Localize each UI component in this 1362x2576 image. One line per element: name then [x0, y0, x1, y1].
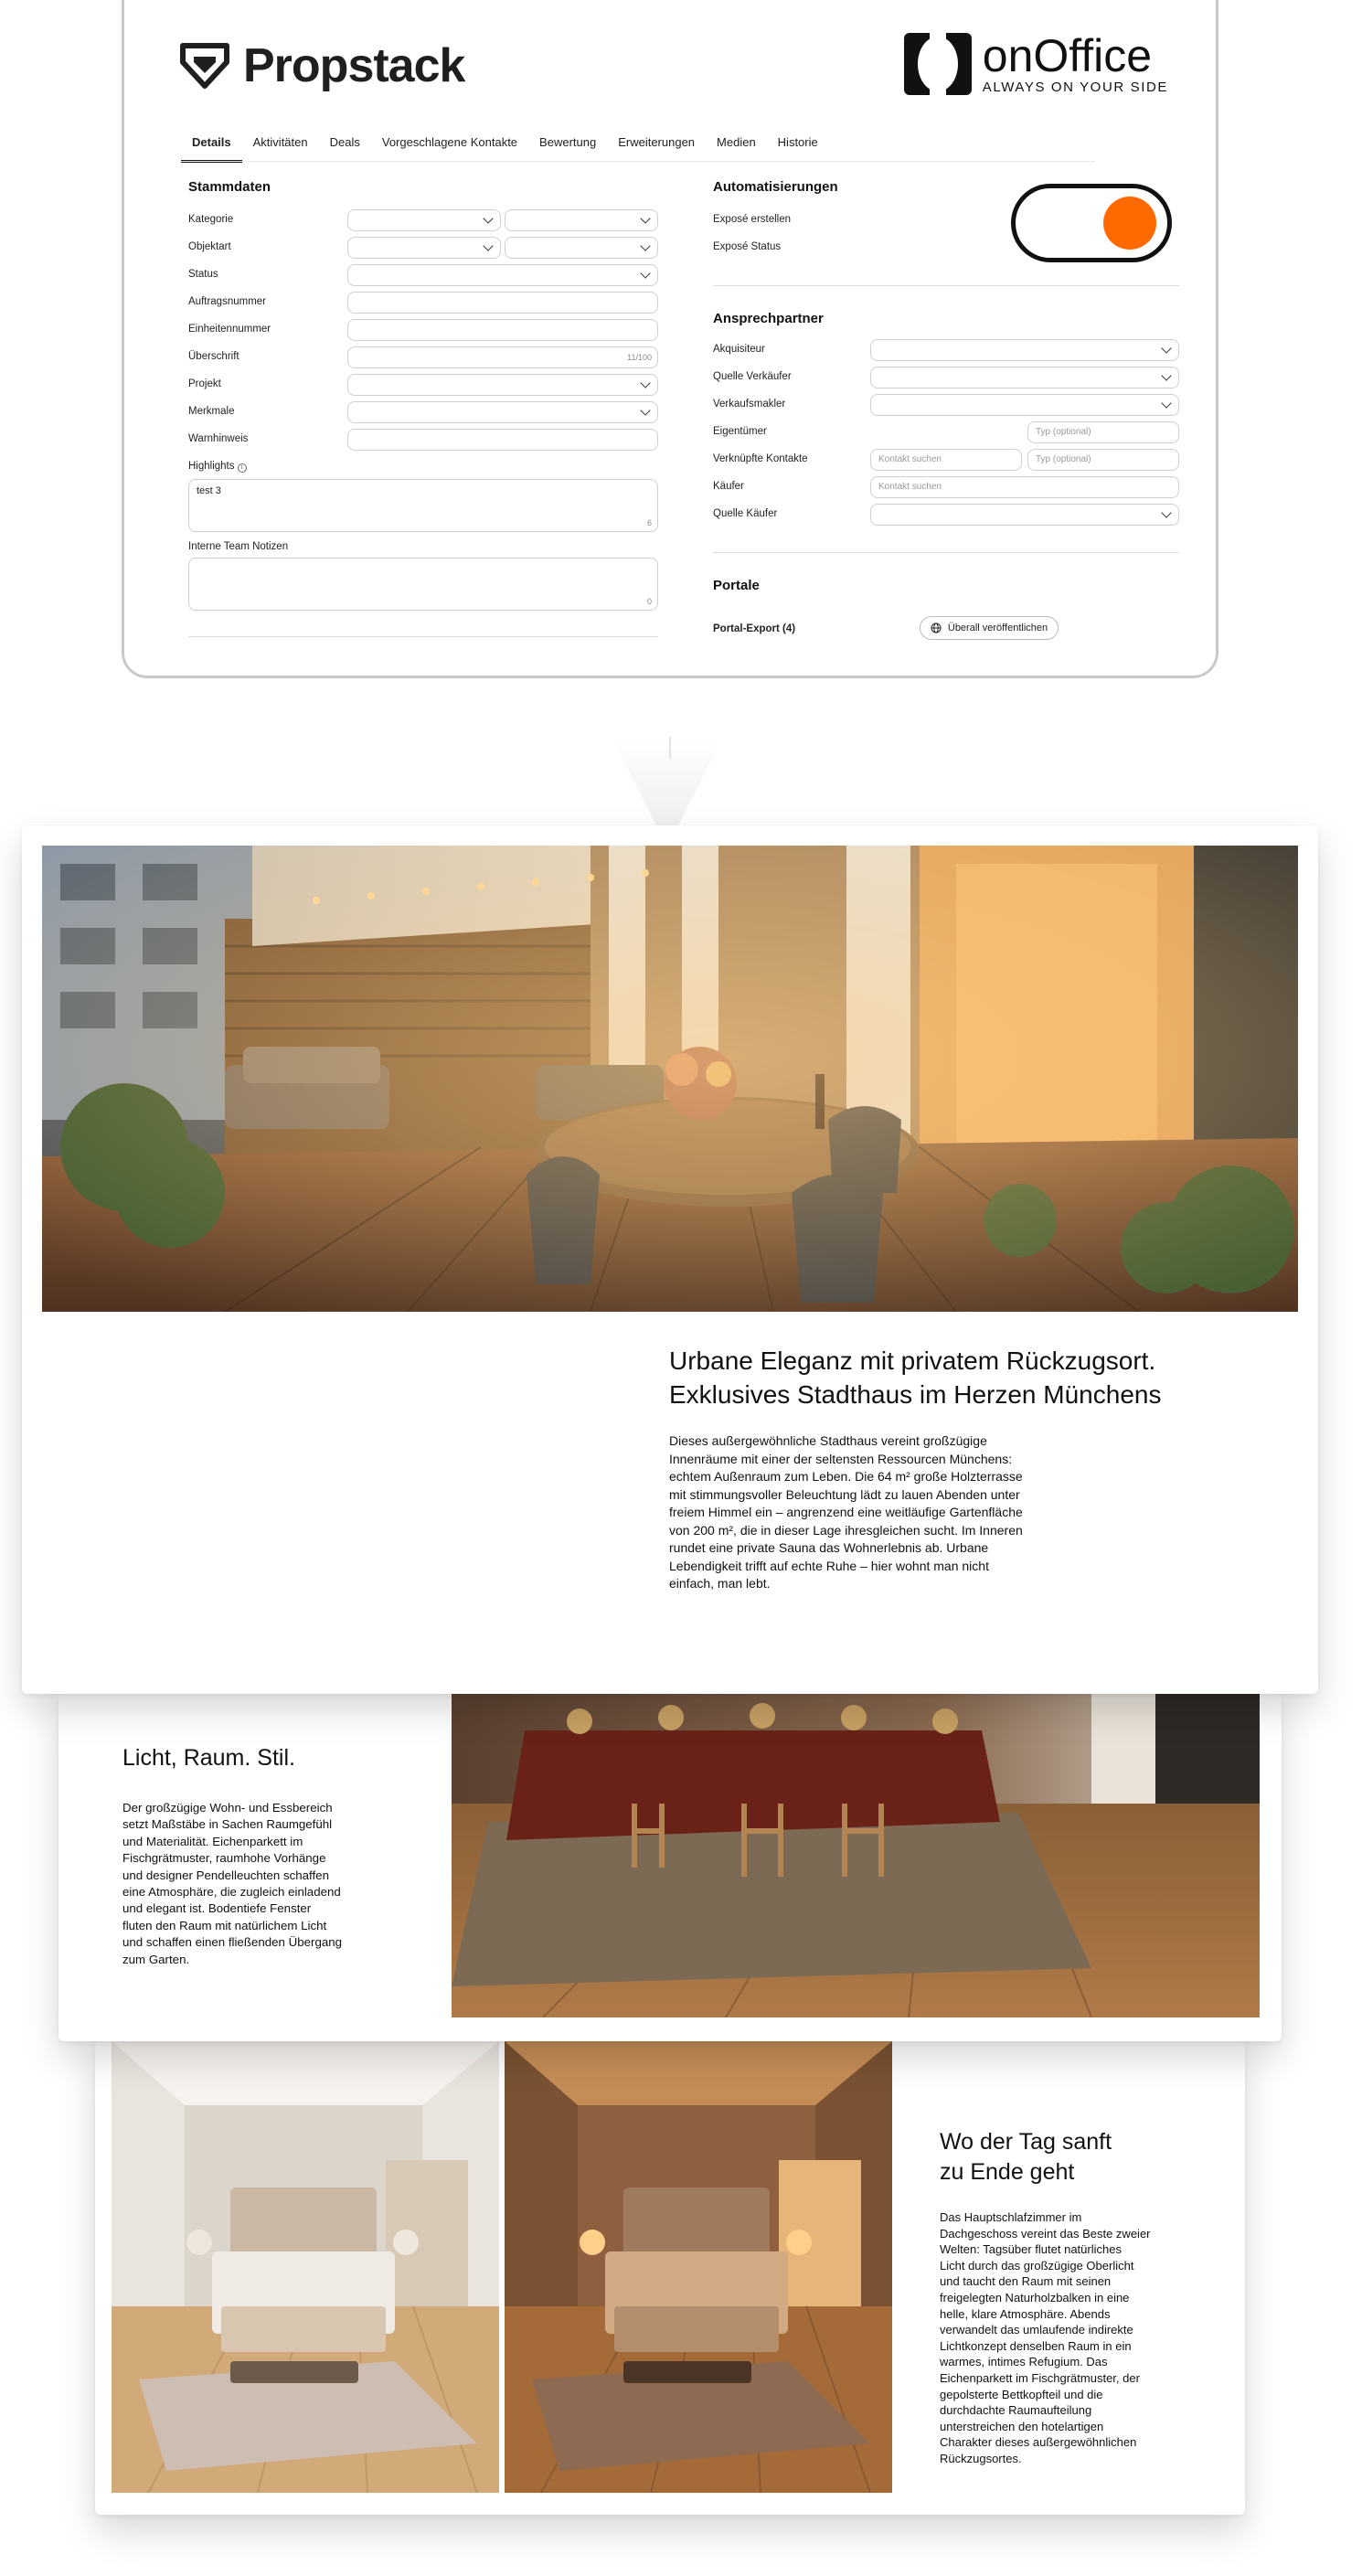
field-label-quelle-kaeufer: Quelle Käufer [713, 508, 778, 519]
chevron-down-icon [1161, 343, 1171, 353]
text-line: Charakter dieses außergewöhnlichen [940, 2435, 1137, 2450]
verkaufsmakler-select[interactable] [870, 394, 1179, 416]
detail-tabs [181, 132, 829, 163]
onoffice-wordmark: onOffice [982, 29, 1153, 81]
headline-line: Exklusives Stadthaus im Herzen Münchens [669, 1380, 1162, 1409]
tab-historie[interactable]: Historie [777, 135, 818, 149]
info-icon: i [238, 463, 247, 473]
text-line: unterstreichen den hotelartigen [940, 2419, 1104, 2433]
publish-everywhere-button[interactable] [920, 616, 1059, 640]
text-line: und designer Pendelleuchten schaffen [122, 1868, 329, 1882]
onoffice-emblem-icon [902, 31, 974, 97]
text-line: warmes, intimes Refugium. Das [940, 2355, 1108, 2369]
field-label-kaeufer: Käufer [713, 481, 744, 492]
warnhinweis-input[interactable] [347, 429, 658, 451]
text-line: und Materialität. Eichenparkett im [122, 1834, 303, 1848]
text-line: rundet eine private Sauna das Wohnerlebnis ab. Urbane [669, 1540, 989, 1555]
text-line: Licht durch das großzügige Oberlicht [940, 2258, 1134, 2273]
chevron-down-icon [640, 268, 650, 278]
quelle-verkaeufer-select[interactable] [870, 367, 1179, 389]
objektart-select-2[interactable] [505, 237, 658, 259]
text-line: und taucht den Raum mit seinen [940, 2274, 1112, 2289]
text-line: freigelegten Naturholzbalken in eine [940, 2290, 1130, 2305]
tabs-divider [181, 161, 1095, 162]
flow-connector-line [669, 737, 671, 759]
text-line: Eichenparkett im Fischgrätmuster, der [940, 2370, 1140, 2385]
text-line: mit stimmungsvoller Beleuchtung lädt zu lauen Abenden unter [669, 1486, 1020, 1502]
quelle-kaeufer-select[interactable] [870, 504, 1179, 526]
expose-erstellen-label: Exposé erstellen [713, 214, 792, 225]
field-label-merkmale: Merkmale [188, 406, 235, 417]
highlights-textarea[interactable] [188, 479, 658, 532]
chevron-down-icon [1161, 507, 1171, 517]
publish-button-label: Überall veröffentlichen [947, 623, 1048, 633]
tab-deals[interactable]: Deals [329, 135, 360, 149]
merkmale-select[interactable] [347, 401, 658, 423]
field-label-warnhinweis: Warnhinweis [188, 433, 249, 444]
terrace-photo [42, 846, 1298, 1312]
verknuepfte-kontakte-search-input[interactable]: Kontakt suchen [870, 449, 1022, 471]
ansprechpartner-divider [713, 552, 1179, 553]
propstack-logo [179, 38, 464, 93]
page3-title [940, 2127, 1112, 2187]
text-line: freiem Himmel ein – angrenzend eine weitläufige Gartenfläche [669, 1505, 1023, 1519]
eigentuemer-typ-input[interactable]: Typ (optional) [1027, 421, 1179, 443]
text-line: Dieses außergewöhnliche Stadthaus vereint großzügige [669, 1433, 987, 1448]
expose-intro-text [669, 1432, 1023, 1593]
akquisiteur-select[interactable] [870, 339, 1179, 361]
chevron-down-icon [1161, 370, 1171, 380]
text-line: durchdachte Raumaufteilung [940, 2403, 1092, 2418]
portale-title: Portale [713, 578, 760, 593]
field-label-verkaufsmakler: Verkaufsmakler [713, 399, 786, 410]
text-line: Rückzugsortes. [940, 2451, 1022, 2465]
expose-headline [669, 1344, 1161, 1411]
page2-title: Licht, Raum. Stil. [122, 1745, 295, 1771]
expose-page-3 [95, 2041, 1245, 2515]
chevron-down-icon [1161, 398, 1171, 408]
highlights-counter: 6 [646, 518, 652, 527]
notes-textarea[interactable] [188, 558, 658, 611]
highlights-value: test 3 [197, 485, 221, 496]
headline-line: Urbane Eleganz mit privatem Rückzugsort. [669, 1347, 1156, 1375]
field-label-status: Status [188, 269, 218, 280]
auftragsnummer-input[interactable] [347, 292, 658, 314]
flow-connector [612, 739, 722, 830]
tab-bewertung[interactable]: Bewertung [539, 135, 597, 149]
propstack-wordmark: Propstack [243, 39, 465, 92]
expose-status-label: Exposé Status [713, 241, 782, 252]
title-line: zu Ende geht [940, 2159, 1075, 2185]
status-select[interactable] [347, 264, 658, 286]
ansprechpartner-title: Ansprechpartner [713, 311, 824, 326]
field-label-auftragsnummer: Auftragsnummer [188, 296, 267, 307]
text-line: helle, klare Atmosphäre. Abends [940, 2306, 1111, 2321]
text-line: gepolsterte Bettkopfteil und die [940, 2387, 1103, 2401]
stammdaten-title: Stammdaten [188, 179, 271, 195]
einheitennummer-input[interactable] [347, 319, 658, 341]
globe-icon [931, 623, 942, 633]
expose-page-2 [59, 1694, 1282, 2041]
bedroom-day-photo [112, 2041, 499, 2493]
chevron-down-icon [483, 240, 493, 250]
kategorie-select-2[interactable] [505, 209, 658, 231]
field-label-akquisiteur: Akquisiteur [713, 344, 765, 355]
text-line: verwandelt das umlaufende indirekte [940, 2323, 1133, 2337]
highlights-label: Highlights i [188, 461, 247, 473]
objektart-select-1[interactable] [347, 237, 501, 259]
page3-text [940, 2209, 1151, 2467]
field-label-einheitennummer: Einheitennummer [188, 324, 271, 335]
field-label-eigentuemer: Eigentümer [713, 426, 767, 437]
bedroom-night-photo [505, 2041, 892, 2493]
projekt-select[interactable] [347, 374, 658, 396]
chevron-down-icon [640, 240, 650, 250]
field-label-ueberschrift: Überschrift [188, 351, 239, 362]
text-line: Das Hauptschlafzimmer im [940, 2210, 1082, 2224]
text-line: zum Garten. [122, 1952, 190, 1966]
field-label-quelle-verkaeufer: Quelle Verkäufer [713, 371, 792, 382]
text-line: Fischgrätmuster, raumhohe Vorhänge [122, 1851, 326, 1866]
notes-counter: 0 [646, 597, 652, 606]
text-line: echtem Außenraum zum Leben. Die 64 m² große Holzterrasse [669, 1469, 1023, 1484]
field-label-kategorie: Kategorie [188, 214, 234, 225]
kaeufer-search-input[interactable]: Kontakt suchen [870, 476, 1179, 498]
text-line: Welten: Tagsüber flutet natürliches [940, 2242, 1122, 2257]
notes-label: Interne Team Notizen [188, 541, 289, 552]
kategorie-select-1[interactable] [347, 209, 501, 231]
propstack-shield-icon [179, 42, 230, 90]
text-line: eine Atmosphäre, die zugleich einladend [122, 1885, 341, 1900]
chevron-down-icon [483, 213, 493, 223]
text-line: fluten den Raum mit natürlichem Licht [122, 1918, 327, 1932]
toggle-knob [1103, 197, 1156, 250]
text-line: Lichtkonzept denselben Raum in ein [940, 2338, 1132, 2353]
field-label-objektart: Objektart [188, 241, 231, 252]
tab-vorgeschlagene-kontakte[interactable]: Vorgeschlagene Kontakte [381, 135, 518, 149]
automatisierungen-title: Automatisierungen [713, 179, 838, 195]
portal-export-label: Portal-Export (4) [713, 623, 796, 634]
text-line: und schaffen einen fließenden Übergang [122, 1935, 343, 1950]
field-label-projekt: Projekt [188, 378, 221, 389]
tab-medien[interactable]: Medien [717, 135, 756, 149]
text-line: einfach, man lebt. [669, 1576, 771, 1591]
chevron-down-icon [640, 378, 650, 388]
text-line: Der großzügige Wohn- und Essbereich [122, 1801, 333, 1815]
text-line: setzt Maßstäbe in Sachen Raumgefühl [122, 1817, 333, 1832]
text-line: und elegant ist. Bodentiefe Fenster [122, 1901, 312, 1916]
stammdaten-divider [188, 636, 658, 637]
crm-window [122, 0, 1218, 678]
field-label-verknuepfte-kontakte: Verknüpfte Kontakte [713, 453, 808, 464]
verknuepfte-kontakte-typ-input[interactable]: Typ (optional) [1027, 449, 1179, 471]
text-line: Lebendigkeit trifft auf echte Ruhe – hier wohnt man nicht [669, 1558, 989, 1573]
chevron-down-icon [640, 405, 650, 415]
ueberschrift-input[interactable] [347, 346, 658, 368]
automatisierungen-divider [713, 285, 1179, 286]
ueberschrift-counter: 11/100 [627, 353, 652, 362]
onoffice-logo [902, 31, 1168, 97]
dining-room-photo [452, 1694, 1260, 2017]
text-line: Dachgeschoss vereint das Beste zweier [940, 2226, 1151, 2241]
tab-details[interactable]: Details [181, 132, 242, 163]
text-line: von 200 m², die in dieser Lage ihresgleichen sucht. Im Inneren [669, 1522, 1023, 1538]
expose-toggle[interactable] [1011, 184, 1172, 262]
onoffice-tagline: ALWAYS ON YOUR SIDE [982, 79, 1168, 95]
page2-text [122, 1800, 342, 1968]
text-line: Innenräume mit einer der seltensten Ressourcen Münchens: [669, 1451, 1013, 1466]
chevron-down-icon [640, 213, 650, 223]
title-line: Wo der Tag sanft [940, 2129, 1112, 2155]
tab-aktivitaeten[interactable]: Aktivitäten [252, 135, 308, 149]
tab-erweiterungen[interactable]: Erweiterungen [618, 135, 696, 149]
